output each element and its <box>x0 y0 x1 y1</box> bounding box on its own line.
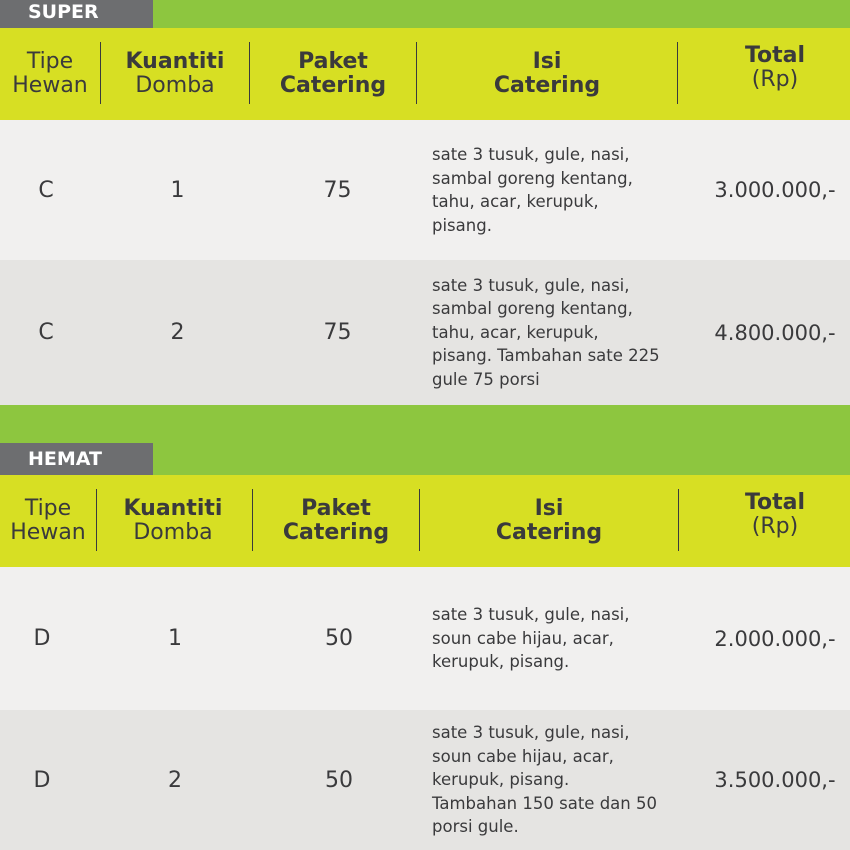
section-tag-hemat: HEMAT <box>0 443 153 475</box>
col-isi-catering: Isi Catering <box>495 496 603 545</box>
col-tipe-hewan: Tipe Hewan <box>12 49 88 98</box>
super-table-header <box>0 28 850 120</box>
cell-isi: sate 3 tusuk, gule, nasi, soun cabe hijau, acar, kerupuk, pisang. Tambahan 150 sate dan 50 porsi gule. <box>432 723 657 837</box>
cell-total: 2.000.000,- <box>714 626 836 651</box>
cell-isi: sate 3 tusuk, gule, nasi, soun cabe hijau, acar, kerupuk, pisang. <box>432 605 630 672</box>
cell-tipe: D <box>33 767 51 793</box>
header-divider <box>678 489 679 551</box>
col-isi-catering: Isi Catering <box>493 49 601 98</box>
header-divider <box>677 42 678 104</box>
hemat-table-header <box>0 475 850 567</box>
col-paket-catering: Paket Catering <box>279 49 387 98</box>
cell-tipe: C <box>38 177 54 203</box>
col-paket-catering: Paket Catering <box>282 496 390 545</box>
cell-paket: 50 <box>325 626 353 651</box>
table-row <box>0 260 850 405</box>
cell-tipe: D <box>33 626 51 651</box>
cell-kuantiti: 2 <box>168 767 182 793</box>
col-total: Total (Rp) <box>744 43 806 92</box>
table-row <box>0 120 850 260</box>
cell-isi: sate 3 tusuk, gule, nasi, sambal goreng kentang, tahu, acar, kerupuk, pisang. <box>432 145 633 235</box>
col-total: Total (Rp) <box>744 490 806 539</box>
table-row <box>0 567 850 710</box>
cell-total: 3.000.000,- <box>714 178 836 202</box>
cell-tipe: C <box>38 320 54 345</box>
cell-total: 3.500.000,- <box>714 768 836 792</box>
cell-paket: 75 <box>323 177 352 203</box>
col-kuantiti-domba: Kuantiti Domba <box>125 49 225 98</box>
cell-paket: 50 <box>325 767 353 793</box>
section-tag-super: SUPER <box>0 0 153 28</box>
cell-paket: 75 <box>323 320 352 345</box>
cell-kuantiti: 1 <box>168 626 182 651</box>
table-row <box>0 710 850 850</box>
cell-total: 4.800.000,- <box>714 320 836 345</box>
cell-kuantiti: 1 <box>170 177 185 203</box>
col-kuantiti-domba: Kuantiti Domba <box>123 496 223 545</box>
col-tipe-hewan: Tipe Hewan <box>10 496 86 545</box>
cell-kuantiti: 2 <box>170 320 185 345</box>
cell-isi: sate 3 tusuk, gule, nasi, sambal goreng kentang, tahu, acar, kerupuk, pisang. Tambahan sate 225 gule 75 porsi <box>432 275 660 389</box>
